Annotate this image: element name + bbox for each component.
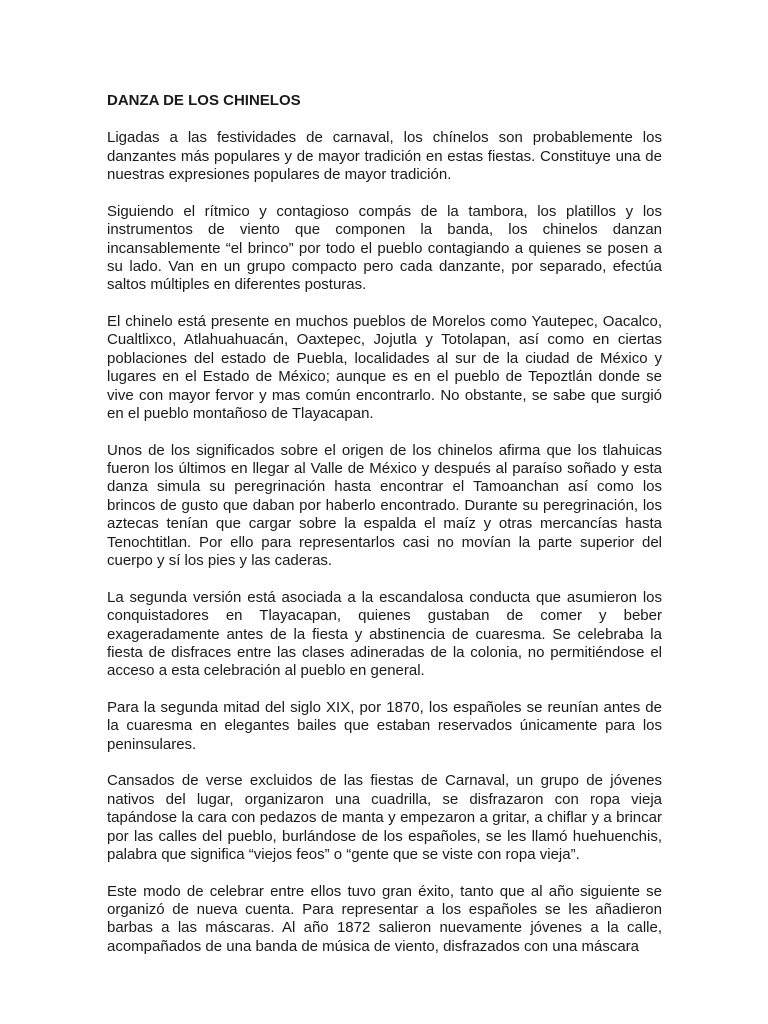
paragraph-6: Para la segunda mitad del siglo XIX, por 1870, los españoles se reunían antes de la cuaresma en elegantes bailes que estaban reservados únicamente para los peninsulares.: [107, 698, 662, 753]
paragraph-1: Ligadas a las festividades de carnaval, los chínelos son probablemente los danzantes más populares y de mayor tradición en estas fiestas. Constituye una de nuestras expresiones populares de mayor tradición.: [107, 129, 662, 184]
paragraph-2: Siguiendo el rítmico y contagioso compás de la tambora, los platillos y los instrumentos de viento que componen la banda, los chinelos danzan incansablemente “el brinco” por todo el pueblo contagiando a quienes se posen a su lado. Van en un grupo compacto pero cada danzante, por separado, efectúa saltos múltiples en diferentes posturas.: [107, 202, 662, 294]
paragraph-8: Este modo de celebrar entre ellos tuvo gran éxito, tanto que al año siguiente se organizó de nueva cuenta. Para representar a los españoles se les añadieron barbas a las máscaras. Al año 1872 salieron nuevamente jóvenes a la calle, acompañados de una banda de música de viento, disfrazados con una máscara: [107, 882, 662, 955]
document-page: [107, 92, 662, 974]
paragraph-4: Unos de los significados sobre el origen de los chinelos afirma que los tlahuicas fueron los últimos en llegar al Valle de México y después al paraíso soñado y esta danza simula su peregrinación hasta encontrar el Tamoanchan así como los brincos de gusto que daban por haberlo encontrado. Durante su peregrinación, los aztecas tenían que cargar sobre la espalda el maíz y otras mercancías hasta Tenochtitlan. Por ello para representarlos casi no movían la parte superior del cuerpo y sí los pies y las caderas.: [107, 441, 662, 570]
paragraph-7: Cansados de verse excluidos de las fiestas de Carnaval, un grupo de jóvenes nativos del lugar, organizaron una cuadrilla, se disfrazaron con ropa vieja tapándose la cara con pedazos de manta y empezaron a gritar, a chiflar y a brincar por las calles del pueblo, burlándose de los españoles, se les llamó huehuenchis, palabra que significa “viejos feos” o “gente que se viste con ropa vieja”.: [107, 772, 662, 863]
document-title: DANZA DE LOS CHINELOS: [107, 92, 301, 109]
paragraph-3: El chinelo está presente en muchos pueblos de Morelos como Yautepec, Oacalco, Cualtlixco, Atlahuahuacán, Oaxtepec, Jojutla y Totolapan, así como en ciertas poblaciones del estado de Puebla, localidades al sur de la ciudad de México y lugares en el Estado de México; aunque es en el pueblo de Tepoztlán donde se vive con mayor fervor y mas común encontrarlo. No obstante, se sabe que surgió en el pueblo montañoso de Tlayacapan.: [107, 313, 662, 423]
paragraph-5: La segunda versión está asociada a la escandalosa conducta que asumieron los conquistadores en Tlayacapan, quienes gustaban de comer y beber exageradamente antes de la fiesta y abstinencia de cuaresma. Se celebraba la fiesta de disfraces entre las clases adineradas de la colonia, no permitiéndose el acceso a esta celebración al pueblo en general.: [107, 588, 662, 680]
